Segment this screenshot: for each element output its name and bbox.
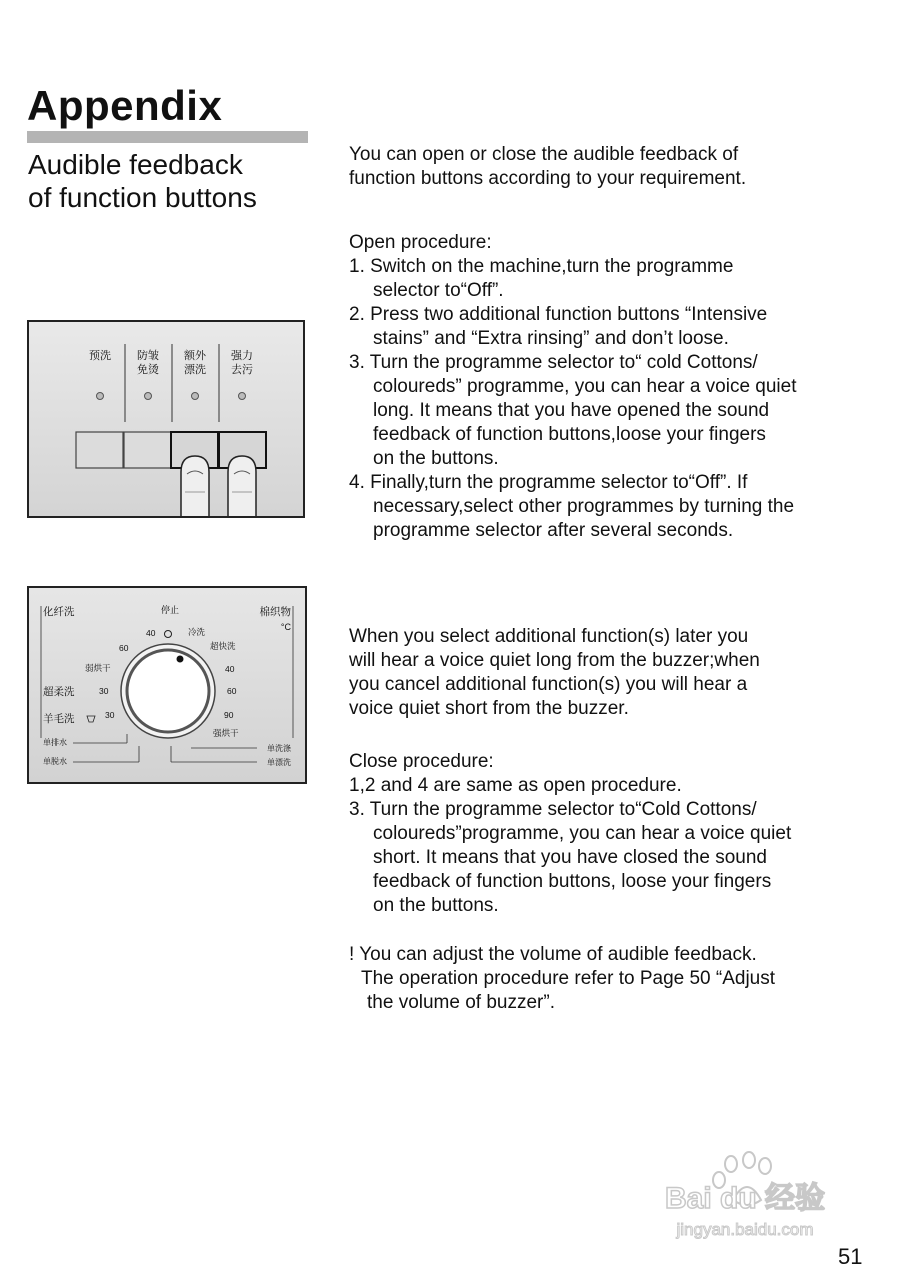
function-buttons-drawing (29, 322, 303, 516)
off-position-icon (165, 631, 172, 638)
open-step-line: 3. Turn the programme selector to“ cold Cottons/ (349, 352, 758, 373)
note-line: ! You can adjust the volume of audible feedback. (349, 944, 757, 965)
prewash-button (76, 432, 123, 468)
label-rinse-only: 单漂洗 (267, 758, 291, 767)
subtitle-line-1: Audible feedback (28, 149, 243, 180)
page-number: 51 (838, 1244, 863, 1269)
label-drain-only: 单排水 (43, 738, 67, 747)
open-step-line: selector to“Off”. (373, 280, 504, 301)
note-line: the volume of buzzer”. (367, 992, 555, 1013)
label-wash-only: 单洗涤 (267, 744, 291, 753)
intro-line: function buttons according to your requirement. (349, 168, 747, 189)
open-procedure (349, 231, 797, 543)
programme-dial-knob (127, 650, 209, 732)
label-stop: 停止 (160, 606, 180, 616)
label-cold-wash: 冷洗 (188, 628, 206, 638)
programme-dial-drawing (29, 588, 305, 782)
label-prewash: 预洗 (89, 349, 111, 362)
baidu-paw-logo (645, 1150, 845, 1250)
open-procedure-heading: Open procedure: (349, 232, 492, 253)
label-celsius: °C (280, 622, 291, 632)
open-step-line: 2. Press two additional function buttons “Intensive (349, 304, 768, 325)
indicator-light (145, 393, 152, 400)
label-synthetics: 化纤洗 (43, 606, 75, 618)
open-step-line: coloureds” programme, you can hear a voice quiet (373, 376, 797, 397)
section-subtitle (28, 148, 257, 214)
label-weak-dry: 弱烘干 (85, 664, 111, 674)
indicator-light (192, 393, 199, 400)
close-procedure-heading: Close procedure: (349, 751, 494, 772)
finger-icon (181, 456, 209, 516)
label-cottons: 棉织物 (259, 606, 291, 618)
label-anti-crease: 防皱免烫 (137, 349, 159, 376)
indicator-light (97, 393, 104, 400)
additional-line: will hear a voice quiet long from the buzzer;when (349, 650, 760, 671)
indicator-light (239, 393, 246, 400)
temp-label: 40 (225, 664, 235, 674)
label-intensive-stains: 强力去污 (231, 349, 253, 376)
label-wool: 羊毛洗 (43, 713, 75, 725)
function-buttons-illustration (27, 320, 305, 518)
open-step-line: long. It means that you have opened the sound (373, 400, 770, 421)
open-step-line: on the buttons. (373, 448, 499, 469)
programme-selector-illustration (27, 586, 307, 784)
open-step-line: 4. Finally,turn the programme selector to“Off”. If (349, 472, 748, 493)
watermark-url: jingyan.baidu.com (676, 1220, 814, 1239)
close-step-line: 3. Turn the programme selector to“Cold Cottons/ (349, 799, 757, 820)
additional-line: voice quiet short from the buzzer. (349, 698, 629, 719)
open-step-line: necessary,select other programmes by turning the (373, 496, 795, 517)
open-step-line: stains” and “Extra rinsing” and don’t loose. (373, 328, 729, 349)
close-step-line: 1,2 and 4 are same as open procedure. (349, 775, 682, 796)
close-step-line: feedback of function buttons, loose your fingers (373, 871, 772, 892)
temp-label: 90 (224, 710, 234, 720)
close-procedure (349, 750, 791, 918)
label-extra-rinsing: 额外漂洗 (184, 349, 206, 376)
label-spin-only: 单脱水 (43, 757, 67, 766)
note-line: The operation procedure refer to Page 50 “Adjust (361, 968, 776, 989)
dial-pointer (177, 656, 184, 663)
close-step-line: on the buttons. (373, 895, 499, 916)
temp-label: 40 (146, 628, 156, 638)
page-title: Appendix (27, 82, 223, 129)
temp-label: 60 (227, 686, 237, 696)
temp-label: 60 (119, 643, 129, 653)
volume-note (349, 943, 775, 1015)
close-step-line: short. It means that you have closed the sound (373, 847, 767, 868)
intro-paragraph (349, 143, 746, 191)
label-super-soft: 超柔洗 (43, 686, 75, 698)
close-step-line: coloureds”programme, you can hear a voice quiet (373, 823, 792, 844)
open-step-line: feedback of function buttons,loose your fingers (373, 424, 766, 445)
temp-label: 30 (99, 686, 109, 696)
additional-line: When you select additional function(s) later you (349, 626, 749, 647)
temp-label: 30 (105, 710, 115, 720)
title-underline-bar (27, 131, 308, 143)
subtitle-line-2: of function buttons (28, 182, 257, 213)
intro-line: You can open or close the audible feedback of (349, 144, 739, 165)
watermark-brand: Bai du 经验 (664, 1182, 826, 1215)
hand-wash-icon (87, 716, 95, 722)
open-step-line: programme selector after several seconds. (373, 520, 734, 541)
additional-function-paragraph (349, 625, 760, 721)
label-super-fast: 超快洗 (210, 642, 236, 652)
open-step-line: 1. Switch on the machine,turn the programme (349, 256, 734, 277)
label-strong-dry: 强烘干 (213, 729, 239, 739)
baidu-watermark (645, 1150, 845, 1250)
finger-icon (228, 456, 256, 516)
additional-line: you cancel additional function(s) you will hear a (349, 674, 748, 695)
anti-crease-button (124, 432, 171, 468)
